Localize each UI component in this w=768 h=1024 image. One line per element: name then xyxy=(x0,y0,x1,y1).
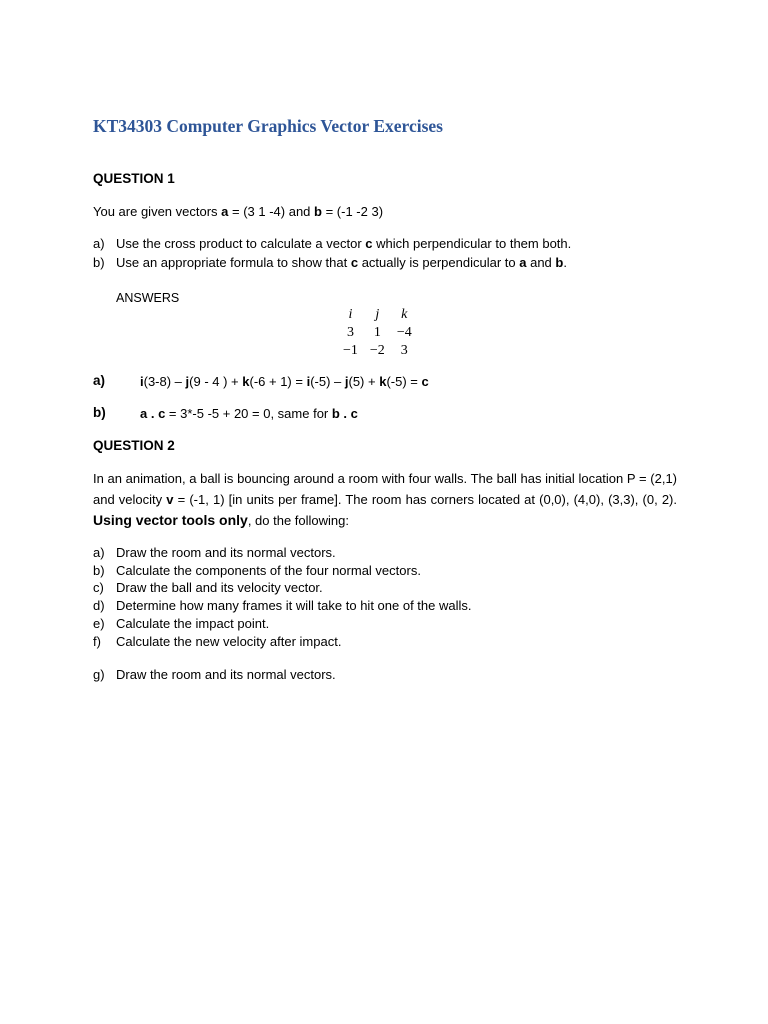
answer-b-label: b) xyxy=(93,405,106,420)
unit-k: k xyxy=(379,374,387,389)
list-item xyxy=(93,236,571,251)
list-item xyxy=(93,563,421,578)
list-item-text: . xyxy=(563,255,567,270)
list-item xyxy=(93,634,341,649)
answer-a-body xyxy=(140,374,429,389)
list-item-label: b) xyxy=(93,255,105,270)
unit-j: j xyxy=(344,374,349,389)
dot-product-b-c: b . c xyxy=(331,406,358,421)
answer-text: (5) + xyxy=(348,374,380,389)
vector-a-value: = (3 1 -4) and xyxy=(228,204,315,219)
answer-text: (-5) = xyxy=(386,374,422,389)
matrix-cell: j xyxy=(375,307,380,322)
document-title: KT34303 Computer Graphics Vector Exercises xyxy=(93,116,443,136)
determinant-matrix xyxy=(337,306,418,360)
list-item-text: Draw the room and its normal vectors. xyxy=(116,545,336,560)
answer-text: (9 - 4 ) + xyxy=(189,374,243,389)
answer-text: (-6 + 1) = xyxy=(249,374,307,389)
list-item xyxy=(93,580,323,595)
vector-b-name: b xyxy=(555,255,564,270)
unit-i: i xyxy=(306,374,311,389)
vector-c-name: c xyxy=(421,374,429,389)
list-item-text: Calculate the components of the four normal vectors. xyxy=(116,563,421,578)
vector-v-name: v xyxy=(166,491,174,507)
paragraph-text: , do the following: xyxy=(247,513,349,528)
unit-j: j xyxy=(185,374,190,389)
list-item-text: Use the cross product to calculate a vector xyxy=(116,236,366,251)
list-item-label: e) xyxy=(93,616,105,631)
paragraph-text: = (-1, 1) [in units per frame]. The room has corners located at (0,0), (4,0), (3,3), (0, 2). xyxy=(173,491,677,507)
matrix-cell: 3 xyxy=(400,343,408,358)
list-item xyxy=(93,598,471,613)
list-item-text: Use an appropriate formula to show that xyxy=(116,255,351,270)
vector-c-name: c xyxy=(350,255,359,270)
emphasis-text: Using vector tools only xyxy=(93,512,248,528)
question-1-intro xyxy=(93,204,383,219)
matrix-cell: 1 xyxy=(373,325,381,340)
list-item-text: which perpendicular to them both. xyxy=(372,236,572,251)
question-2-paragraph xyxy=(93,469,677,532)
matrix-cell: 3 xyxy=(346,325,354,340)
matrix-row xyxy=(337,342,418,360)
list-item-text: Calculate the impact point. xyxy=(116,616,270,631)
vector-a-name: a xyxy=(519,255,527,270)
list-item-text: actually is perpendicular to xyxy=(358,255,520,270)
matrix-cell: k xyxy=(401,307,408,322)
question-2-heading: QUESTION 2 xyxy=(93,438,175,453)
answer-text: = 3*-5 -5 + 20 = 0, same for xyxy=(165,406,332,421)
matrix-row xyxy=(337,306,418,324)
list-item-text: Calculate the new velocity after impact. xyxy=(116,634,342,649)
list-item-label: a) xyxy=(93,236,105,251)
answer-a-label: a) xyxy=(93,373,106,388)
question-1-heading: QUESTION 1 xyxy=(93,171,175,186)
vector-a-name: a xyxy=(221,204,229,219)
matrix-cell: −2 xyxy=(369,343,385,358)
list-item-label: d) xyxy=(93,598,105,613)
list-item-label: a) xyxy=(93,545,105,560)
answer-text: (3-8) – xyxy=(143,374,186,389)
list-item-label: g) xyxy=(93,667,105,682)
matrix-cell: i xyxy=(348,307,353,322)
list-item-text: Draw the ball and its velocity vector. xyxy=(116,580,323,595)
matrix-cell: −4 xyxy=(396,325,412,340)
vector-b-value: = (-1 -2 3) xyxy=(321,204,384,219)
list-item xyxy=(93,616,269,631)
paragraph-text: In an animation, a ball is bouncing around a room with four walls. The ball has initial location P = (2,1) and velocity xyxy=(93,471,677,507)
list-item-text: Determine how many frames it will take to hit one of the walls. xyxy=(116,598,472,613)
list-item-label: f) xyxy=(93,634,101,649)
list-item-text: and xyxy=(526,255,556,270)
list-item xyxy=(93,255,567,270)
list-item-label: b) xyxy=(93,563,105,578)
list-item xyxy=(93,545,336,560)
unit-i: i xyxy=(140,374,144,389)
matrix-row xyxy=(337,324,418,342)
vector-c-name: c xyxy=(365,236,373,251)
unit-k: k xyxy=(242,374,250,389)
list-item xyxy=(93,667,336,682)
answers-label: ANSWERS xyxy=(116,291,180,305)
list-item-label: c) xyxy=(93,580,104,595)
answer-b-body xyxy=(140,406,358,421)
matrix-cell: −1 xyxy=(343,343,358,358)
answer-text: (-5) – xyxy=(310,374,345,389)
list-item-text: Draw the room and its normal vectors. xyxy=(116,667,336,682)
vector-b-name: b xyxy=(314,204,322,219)
intro-text: You are given vectors xyxy=(93,204,222,219)
dot-product-a-c: a . c xyxy=(140,406,166,421)
